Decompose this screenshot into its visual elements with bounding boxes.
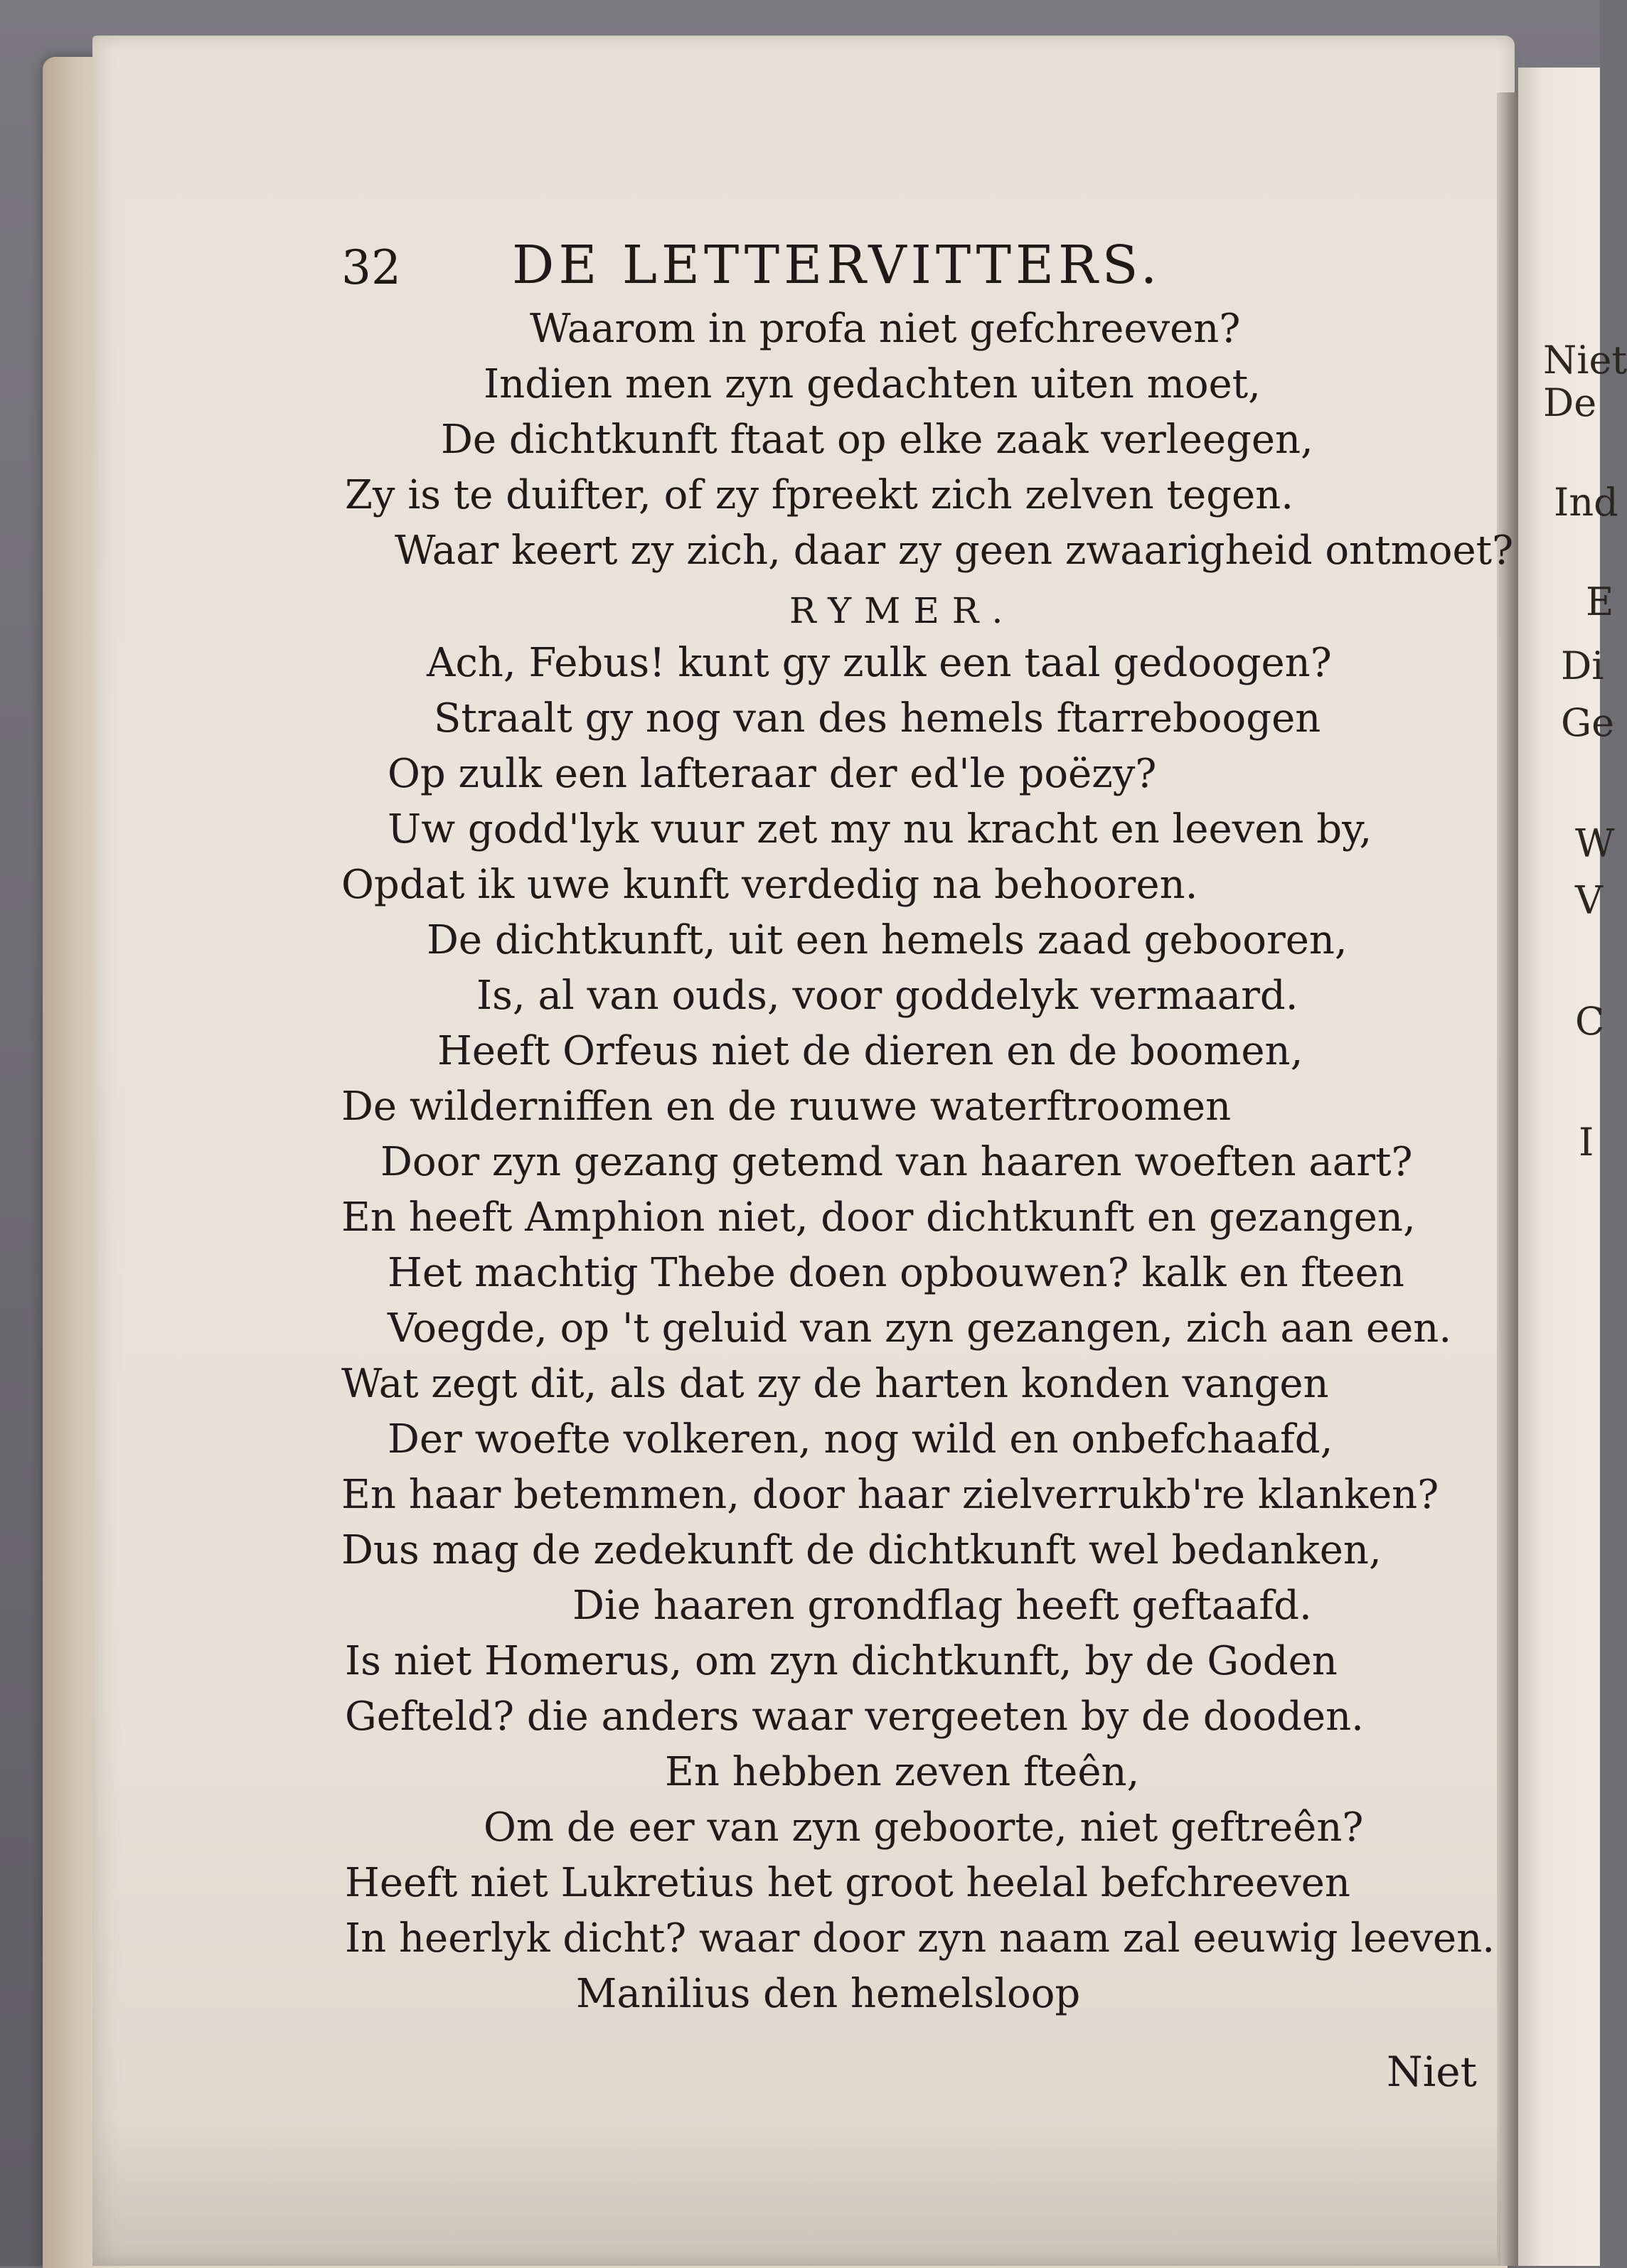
page-number: 32 [341, 240, 401, 295]
verse-line: Waar keert zy zich, daar zy geen zwaarigheid ontmoet? [395, 528, 1514, 574]
facing-fragment: I [1579, 1120, 1594, 1165]
facing-fragment: Ge [1561, 700, 1615, 745]
catchword: Niet [1387, 2048, 1477, 2096]
facing-fragment: Ind [1554, 480, 1618, 525]
verse-line: Manilius den hemelsloop [576, 1971, 1081, 2017]
facing-fragment: Niet [1543, 338, 1627, 383]
verse-line: En hebben zeven fteên, [665, 1749, 1140, 1795]
verse-line: De dichtkunft, uit een hemels zaad gebooren, [427, 917, 1348, 963]
page-header [0, 235, 1600, 299]
running-title: DE LETTERVITTERS. [512, 235, 1162, 296]
facing-fragment: De [1543, 380, 1597, 425]
verse-line: Uw godd'lyk vuur zet my nu kracht en leeven by, [388, 806, 1372, 852]
verse-line: Is, al van ouds, voor goddelyk vermaard. [476, 973, 1298, 1019]
facing-fragment: E [1586, 579, 1614, 624]
verse-line: Voegde, op 't geluid van zyn gezangen, zich aan een. [388, 1305, 1452, 1352]
verse-line: Dus mag de zedekunft de dichtkunft wel bedanken, [341, 1527, 1382, 1573]
verse-line: Straalt gy nog van des hemels ftarreboogen [434, 695, 1321, 742]
facing-page [1518, 68, 1627, 2266]
verse-line: Heeft niet Lukretius het groot heelal befchreeven [345, 1860, 1350, 1906]
verse-line: Wat zegt dit, als dat zy de harten konden vangen [341, 1361, 1329, 1407]
verse-line: En heeft Amphion niet, door dichtkunft en gezangen, [341, 1194, 1416, 1241]
verse-line: Om de eer van zyn geboorte, niet geftreên? [484, 1804, 1364, 1851]
facing-fragment: Di [1561, 643, 1604, 688]
verse-line: Die haaren grondflag heeft geftaafd. [572, 1583, 1312, 1629]
verse-line: Is niet Homerus, om zyn dichtkunft, by de Goden [345, 1638, 1338, 1684]
facing-fragment: C [1575, 999, 1605, 1044]
verse-line: En haar betemmen, door haar zielverrukb're klanken? [341, 1472, 1439, 1518]
verse-line: Opdat ik uwe kunft verdedig na behooren. [341, 862, 1198, 908]
verse-line: Op zulk een lafteraar der ed'le poëzy? [388, 751, 1157, 797]
verse-line: Indien men zyn gedachten uiten moet, [484, 361, 1261, 407]
verse-line: Ach, Febus! kunt gy zulk een taal gedoogen? [427, 640, 1332, 686]
facing-fragment: W [1575, 821, 1615, 866]
verse-line: Zy is te duifter, of zy fpreekt zich zelven tegen. [345, 472, 1294, 518]
verse-line: Heeft Orfeus niet de dieren en de boomen, [437, 1028, 1303, 1074]
verse-line: De wilderniffen en de ruuwe waterftroomen [341, 1084, 1232, 1130]
verse-line: Der woefte volkeren, nog wild en onbefchaafd, [388, 1416, 1333, 1462]
verse-line: Waarom in profa niet gefchreeven? [530, 306, 1241, 352]
facing-fragment: V [1575, 878, 1603, 923]
verse-line: Door zyn gezang getemd van haaren woeften aart? [380, 1139, 1413, 1185]
verse-line: Het machtig Thebe doen opbouwen? kalk en fteen [388, 1250, 1404, 1296]
verse-line: De dichtkunft ftaat op elke zaak verleegen, [441, 417, 1313, 463]
page-shadow [92, 2119, 1500, 2266]
verse-line: Gefteld? die anders waar vergeeten by de dooden. [345, 1694, 1364, 1740]
speaker-name: RYMER. [789, 590, 1016, 631]
verse-line: In heerlyk dicht? waar door zyn naam zal eeuwig leeven. [345, 1915, 1495, 1962]
